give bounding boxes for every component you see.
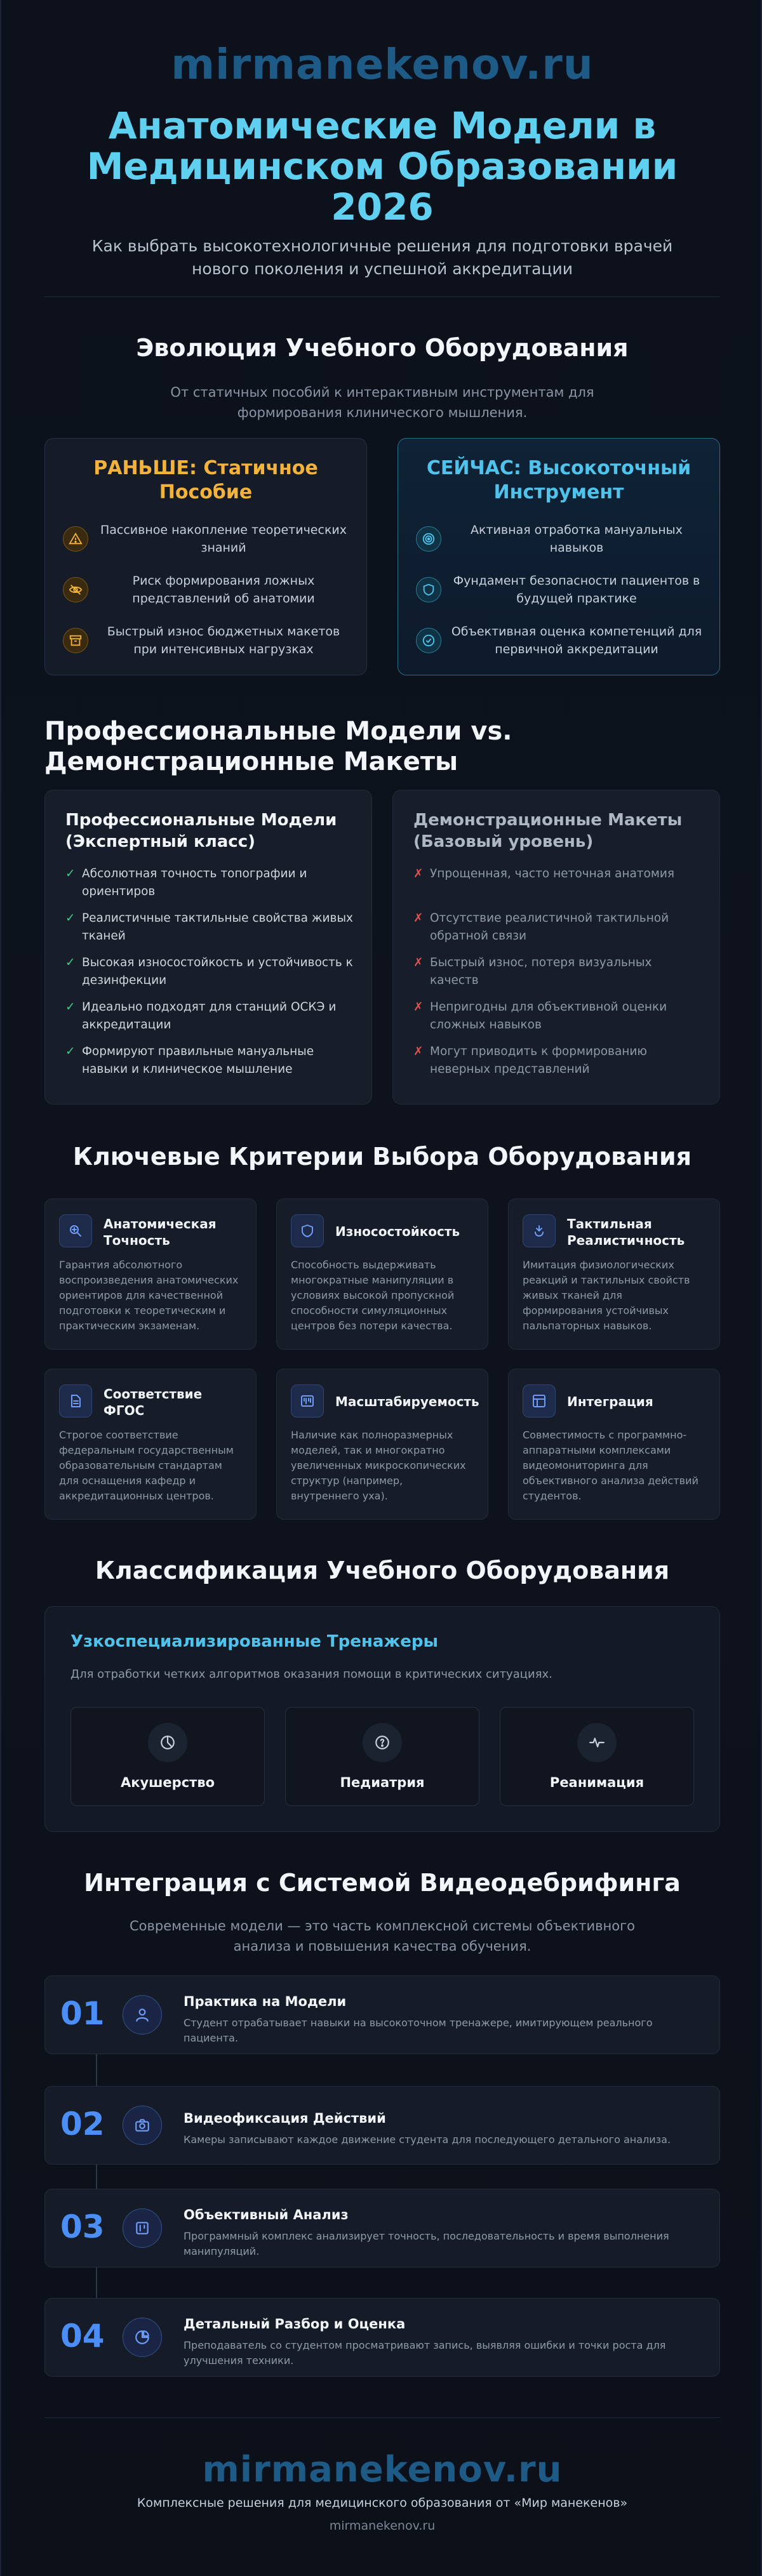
criteria-card-desc: Способность выдерживать многократные манипуляции в условиях высокой пропускной способности симуляционных центров без потери качества. — [291, 1259, 455, 1332]
card-title-line: Пособие — [159, 481, 253, 503]
classification-box-desc: Для отработки четких алгоритмов оказания помощи в критических ситуациях. — [70, 1668, 552, 1681]
evolution-before-item — [63, 571, 351, 609]
page-title — [44, 105, 720, 227]
evolution-item-text: Фундамент безопасности пациентов в будущей практике — [453, 574, 700, 606]
criteria-card — [276, 1198, 488, 1350]
classification-tile[interactable] — [70, 1707, 265, 1806]
demo-list-item — [413, 1043, 702, 1079]
subtitle-line: анализа и повышения качества обучения. — [233, 1939, 531, 1954]
list-item-text: Могут приводить к формированию неверных представлений — [430, 1045, 647, 1076]
analytics-icon — [123, 2208, 162, 2248]
evolution-now-item — [416, 621, 704, 660]
evolution-title: Эволюция Учебного Оборудования — [136, 334, 629, 362]
step-connector — [96, 2165, 97, 2189]
criteria-card-title: Интеграция — [567, 1394, 653, 1409]
header-divider — [44, 296, 720, 297]
pulse-icon — [577, 1723, 617, 1762]
pro-list-item — [65, 865, 354, 901]
integration-title: Интеграция с Системой Видеодебрифинга — [84, 1869, 681, 1897]
list-item-text: Реалистичные тактильные свойства живых тканей — [82, 912, 353, 943]
page-title-line: Медицинском Образовании — [86, 145, 678, 188]
step-desc: Программный комплекс анализирует точность, последовательность и время выполнения манипуляций. — [184, 2230, 669, 2257]
process-step — [44, 2189, 720, 2267]
criteria-card — [44, 1198, 257, 1350]
criteria-card — [44, 1369, 257, 1520]
classification-tile-label: Педиатрия — [340, 1775, 425, 1790]
step-title: Объективный Анализ — [184, 2207, 349, 2222]
evolution-item-text: Пассивное накопление теоретических знаний — [100, 523, 347, 555]
check-icon: ✓ — [65, 867, 76, 880]
step-desc: Студент отрабатывает навыки на высокоточном тренажере, имитирующем реального пациента. — [184, 2017, 653, 2044]
page-title-line: Анатомические Модели в — [108, 104, 657, 147]
integration-subtitle — [44, 1916, 720, 1956]
list-item-text: Формируют правильные мануальные навыки и клиническое мышление — [82, 1045, 314, 1076]
scale-icon — [291, 1384, 324, 1417]
criteria-card-title: Тактильная Реалистичность — [567, 1216, 685, 1248]
step-desc: Камеры записывают каждое движение студента для последующего детального анализа. — [184, 2134, 671, 2146]
check-icon: ✓ — [65, 956, 76, 969]
demo-models-card — [392, 790, 720, 1105]
cross-icon: ✗ — [413, 956, 424, 969]
process-step — [44, 2298, 720, 2377]
comparison-title — [44, 716, 720, 777]
section-title-line: Профессиональные Модели vs. — [44, 717, 512, 746]
section-title-line: Демонстрационные Макеты — [44, 747, 458, 776]
subtitle-line: нового поколения и успешной аккредитации — [192, 260, 573, 278]
subtitle-line: От статичных пособий к интерактивным инструментам для — [170, 385, 594, 400]
shield-icon — [416, 577, 441, 602]
list-item-text: Отсутствие реалистичной тактильной обратной связи — [430, 912, 669, 943]
criteria-card-title: Соответствие ФГОС — [104, 1386, 203, 1418]
header-logo[interactable]: mirmanekenov.ru — [171, 40, 594, 89]
hand-icon — [523, 1214, 556, 1247]
criteria-card — [508, 1369, 720, 1520]
list-item-text: Абсолютная точность топографии и ориентиров — [82, 867, 307, 898]
criteria-card-desc: Гарантия абсолютного воспроизведения анатомических ориентиров для качественной подготовки к теоретическим и практическим экзаменам. — [59, 1259, 239, 1332]
evolution-now-item — [416, 520, 704, 558]
zoom-icon — [59, 1214, 92, 1247]
classification-tile[interactable] — [500, 1707, 694, 1806]
page-subtitle — [44, 235, 720, 281]
footer-divider — [44, 2417, 720, 2418]
page-title-line: 2026 — [331, 185, 434, 229]
check-circle-icon — [416, 628, 441, 653]
step-desc: Преподаватель со студентом просматривают запись, выявляя ошибки и точки роста для улучшения техники. — [184, 2339, 666, 2367]
step-title: Детальный Разбор и Оценка — [184, 2316, 406, 2332]
evolution-subtitle — [44, 382, 720, 423]
process-step — [44, 2086, 720, 2165]
classification-tile-label: Реанимация — [549, 1775, 645, 1790]
classification-title: Классификация Учебного Оборудования — [95, 1557, 670, 1584]
criteria-card-title: Масштабируемость — [335, 1394, 479, 1409]
pro-list-item — [65, 999, 354, 1034]
cross-icon: ✗ — [413, 1045, 424, 1058]
list-item-text: Идеально подходят для станций ОСКЭ и аккредитации — [82, 1000, 337, 1032]
demo-list-item — [413, 954, 702, 990]
demo-list-item — [413, 910, 702, 945]
evolution-now-item — [416, 571, 704, 609]
pro-list-item — [65, 1043, 354, 1079]
classification-tile[interactable] — [285, 1707, 479, 1806]
classification-box — [44, 1606, 720, 1832]
card-title-line: РАНЬШЕ: Статичное — [93, 457, 318, 479]
check-icon: ✓ — [65, 912, 76, 925]
list-item-text: Непригодны для объективной оценки сложных навыков — [430, 1000, 667, 1032]
footer-logo[interactable]: mirmanekenov.ru — [202, 2449, 563, 2490]
evolution-now-title — [411, 456, 707, 505]
subtitle-line: формирования клинического мышления. — [237, 405, 528, 420]
demo-list-item — [413, 999, 702, 1034]
cross-icon: ✗ — [413, 1000, 424, 1014]
cross-icon: ✗ — [413, 867, 424, 880]
camera-icon — [123, 2106, 162, 2145]
subtitle-line: Современные модели — это часть комплексной системы объективного — [129, 1918, 635, 1934]
pro-models-card — [44, 790, 372, 1105]
list-item-text: Упрощенная, часто неточная анатомия — [430, 867, 674, 880]
evolution-item-text: Быстрый износ бюджетных макетов при интенсивных нагрузках — [107, 625, 340, 656]
step-number: 03 — [60, 2208, 105, 2245]
step-number: 02 — [60, 2106, 105, 2142]
list-item-text: Высокая износостойкость и устойчивость к дезинфекции — [82, 956, 353, 987]
demo-list-item — [413, 865, 702, 883]
layout-icon — [523, 1384, 556, 1417]
step-title: Видеофиксация Действий — [184, 2111, 386, 2126]
archive-icon — [63, 628, 88, 653]
document-icon — [59, 1384, 92, 1417]
criteria-card-desc: Имитация физиологических реакций и тактильных свойств живых тканей для формирования устойчивых пальпаторных навыков. — [523, 1259, 690, 1332]
step-number: 04 — [60, 2318, 105, 2354]
evolution-item-text: Объективная оценка компетенций для первичной аккредитации — [451, 625, 702, 656]
list-item-text: Быстрый износ, потеря визуальных качеств — [430, 956, 652, 987]
pro-list-item — [65, 910, 354, 945]
cross-icon: ✗ — [413, 912, 424, 925]
footer-text: Комплексные решения для медицинского образования от «Мир манекенов» — [137, 2496, 628, 2510]
pro-list-item — [65, 954, 354, 990]
target-icon — [416, 526, 441, 552]
evolution-before-item — [63, 621, 351, 660]
card-title-line: СЕЙЧАС: Высокоточный — [426, 457, 692, 479]
process-step — [44, 1975, 720, 2054]
criteria-card-desc: Наличие как полноразмерных моделей, так и многократно увеличенных микроскопических структур (например, внутреннего уха). — [291, 1429, 466, 1502]
step-connector — [96, 2267, 97, 2298]
criteria-card-title: Износостойкость — [335, 1224, 460, 1239]
obstetrics-icon — [148, 1723, 187, 1762]
criteria-title: Ключевые Критерии Выбора Оборудования — [72, 1143, 692, 1171]
pie-chart-icon — [123, 2318, 162, 2357]
pro-models-title: Профессиональные Модели (Экспертный класс) — [65, 811, 337, 851]
eye-off-icon — [63, 577, 88, 602]
evolution-before-title — [58, 456, 354, 505]
evolution-item-text: Активная отработка мануальных навыков — [471, 523, 683, 555]
check-icon: ✓ — [65, 1000, 76, 1014]
criteria-card — [276, 1369, 488, 1520]
criteria-card-desc: Строгое соответствие федеральным государственным образовательным стандартам для оснащения кафедр и аккредитационных центров. — [59, 1429, 234, 1502]
step-title: Практика на Модели — [184, 1994, 347, 2009]
warning-icon — [63, 526, 88, 552]
criteria-card — [508, 1198, 720, 1350]
step-connector — [96, 2054, 97, 2086]
pediatrics-icon — [363, 1723, 402, 1762]
criteria-card-desc: Совместимость с программно- аппаратными комплексами видеомониторинга для объективного анализа действий студентов. — [523, 1429, 698, 1502]
evolution-item-text: Риск формирования ложных представлений об анатомии — [132, 574, 315, 606]
footer-link[interactable]: mirmanekenov.ru — [329, 2519, 436, 2533]
criteria-card-title: Анатомическая Точность — [104, 1216, 217, 1248]
demo-models-title: Демонстрационные Макеты (Базовый уровень) — [413, 811, 683, 851]
step-number: 01 — [60, 1995, 105, 2032]
evolution-before-card — [44, 438, 367, 675]
classification-tile-label: Акушерство — [120, 1775, 215, 1790]
evolution-now-card — [398, 438, 720, 675]
subtitle-line: Как выбрать высокотехнологичные решения для подготовки врачей — [91, 237, 673, 255]
shield-icon — [291, 1214, 324, 1247]
evolution-before-item — [63, 520, 351, 558]
user-icon — [123, 1995, 162, 2035]
check-icon: ✓ — [65, 1045, 76, 1058]
card-title-line: Инструмент — [493, 481, 624, 503]
classification-box-title: Узкоспециализированные Тренажеры — [70, 1632, 439, 1651]
